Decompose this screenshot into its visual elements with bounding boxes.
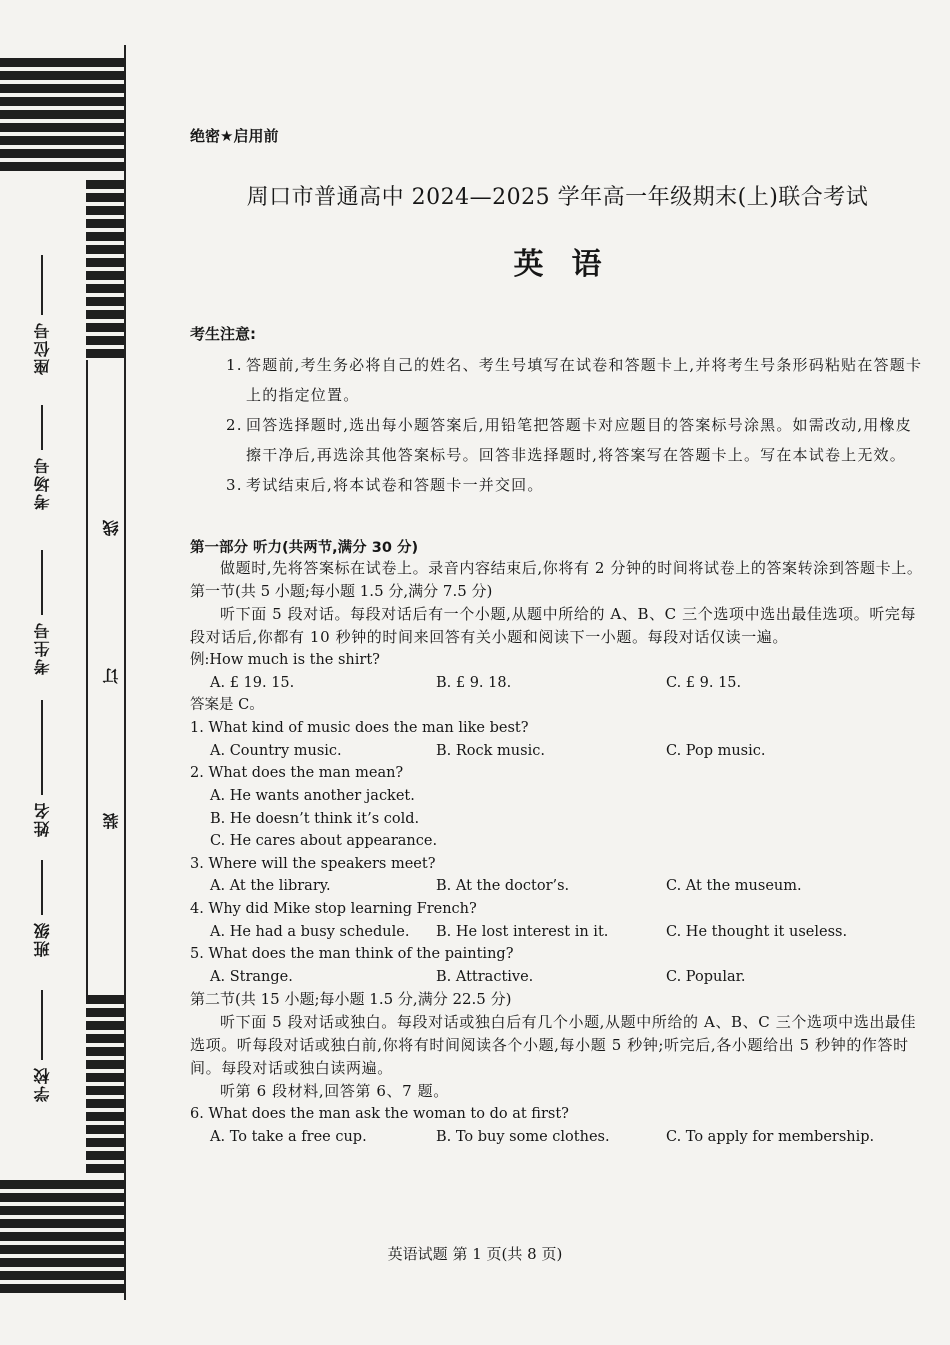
question-2: 2. What does the man mean?: [190, 765, 404, 782]
name-field[interactable]: [22, 700, 62, 837]
option-b: B. He doesn’t think it’s cold.: [210, 810, 420, 827]
option-a: A. He had a busy schedule.: [210, 923, 410, 940]
option-c: C. He thought it useless.: [666, 923, 848, 940]
cut-word-bind: 装: [102, 813, 121, 829]
name-label: 姓名: [32, 801, 52, 837]
question-4: 4. Why did Mike stop learning French?: [190, 900, 477, 917]
top-stripes: [0, 58, 126, 175]
upper-right-stripes: [86, 180, 124, 362]
subject-title: 英语: [513, 247, 630, 282]
candidate-number-label: 考生号: [32, 621, 52, 675]
candidate-number-field[interactable]: [22, 550, 62, 675]
cut-word-staple: 订: [102, 668, 121, 684]
option-b: B. He lost interest in it.: [436, 923, 609, 940]
question-1-options: [190, 740, 925, 763]
option-a: A. Country music.: [210, 742, 342, 759]
material-note: 听第 6 段材料,回答第 6、7 题。: [220, 1082, 449, 1101]
section2-instructions: 听下面 5 段对话或独白。每段对话或独白后有几个小题,从题中所给的 A、B、C 三个选项中选出最佳选项。听每段对话或独白前,你将有时间阅读各个小题,每小题 5 秒钟;听完后,各小题给出 5 秒钟的作答时间。每段对话或独白读两遍。: [190, 1013, 917, 1078]
part1-intro: 做题时,先将答案标在试卷上。录音内容结束后,你将有 2 分钟的时间将试卷上的答案转涂到答题卡上。: [220, 559, 923, 577]
cut-word-line: 线: [102, 520, 121, 536]
notice-list: [190, 350, 925, 500]
bottom-stripes: [0, 1180, 126, 1297]
question-1: 1. What kind of music does the man like best?: [190, 720, 529, 737]
option-c: C. Pop music.: [666, 742, 766, 759]
class-label: 班级: [32, 921, 52, 957]
part1-heading: 第一部分 听力(共两节,满分 30 分): [190, 540, 419, 556]
option-a: A. To take a free cup.: [210, 1128, 367, 1145]
school-field[interactable]: [22, 990, 62, 1102]
option-a: A. Strange.: [210, 968, 293, 985]
option-c: C. Popular.: [666, 968, 746, 985]
exam-page: [190, 120, 925, 1149]
option-a: A. At the library.: [210, 878, 331, 895]
notice-item: 3. 考试结束后,将本试卷和答题卡一并交回。: [226, 476, 544, 494]
option-c: C. At the museum.: [666, 878, 802, 895]
notice-item: 1. 答题前,考生务必将自己的姓名、考生号填写在试卷和答题卡上,并将考生号条形码粘贴在答题卡上的指定位置。: [226, 356, 923, 404]
question-6-options: [190, 1126, 925, 1149]
option-c: C. He cares about appearance.: [210, 833, 438, 850]
exam-title: 周口市普通高中 2024—2025 学年高一年级期末(上)联合考试: [246, 185, 869, 210]
option-c: C. £ 9. 15.: [666, 674, 742, 691]
example-options: [190, 672, 925, 695]
page-footer: 英语试题 第 1 页(共 8 页): [387, 1245, 563, 1263]
section2-heading: 第二节(共 15 小题;每小题 1.5 分,满分 22.5 分): [190, 990, 512, 1009]
option-a: A. £ 19. 15.: [210, 674, 295, 691]
option-b: B. £ 9. 18.: [436, 674, 512, 691]
option-b: B. Attractive.: [436, 968, 534, 985]
notice-heading: 考生注意:: [190, 325, 256, 343]
school-label: 学校: [32, 1066, 52, 1102]
section1-instructions: 听下面 5 段对话。每段对话后有一个小题,从题中所给的 A、B、C 三个选项中选出最佳选项。听完每段对话后,你都有 10 秒钟的时间来回答有关小题和阅读下一小题。每段对话仅读一遍。: [190, 605, 917, 646]
option-c: C. To apply for membership.: [666, 1128, 875, 1145]
binding-margin: [0, 0, 135, 1345]
example-answer: 答案是 C。: [190, 697, 264, 714]
class-field[interactable]: [22, 860, 62, 957]
section1-heading: 第一节(共 5 小题;每小题 1.5 分,满分 7.5 分): [190, 582, 493, 600]
lower-right-stripes: [86, 995, 124, 1177]
secret-mark: 绝密★启用前: [190, 127, 279, 145]
exam-room-field[interactable]: [22, 405, 62, 510]
question-5: 5. What does the man think of the painting?: [190, 946, 514, 963]
question-3-options: [190, 875, 925, 898]
example-question: 例:How much is the shirt?: [190, 652, 380, 668]
question-4-options: [190, 921, 925, 944]
question-6: 6. What does the man ask the woman to do at first?: [190, 1106, 569, 1123]
exam-room-label: 考场号: [32, 456, 52, 510]
option-b: B. At the doctor’s.: [436, 878, 570, 895]
seat-number-field[interactable]: [22, 255, 62, 375]
option-a: A. He wants another jacket.: [210, 787, 415, 804]
question-3: 3. Where will the speakers meet?: [190, 855, 436, 872]
seat-number-label: 座位号: [32, 321, 52, 375]
notice-item: 2. 回答选择题时,选出每小题答案后,用铅笔把答题卡对应题目的答案标号涂黑。如需改动,用橡皮擦干净后,再选涂其他答案标号。回答非选择题时,将答案写在答题卡上。写在本试卷上无效。: [226, 416, 912, 464]
question-5-options: [190, 966, 925, 989]
option-b: B. To buy some clothes.: [436, 1128, 610, 1145]
option-b: B. Rock music.: [436, 742, 545, 759]
